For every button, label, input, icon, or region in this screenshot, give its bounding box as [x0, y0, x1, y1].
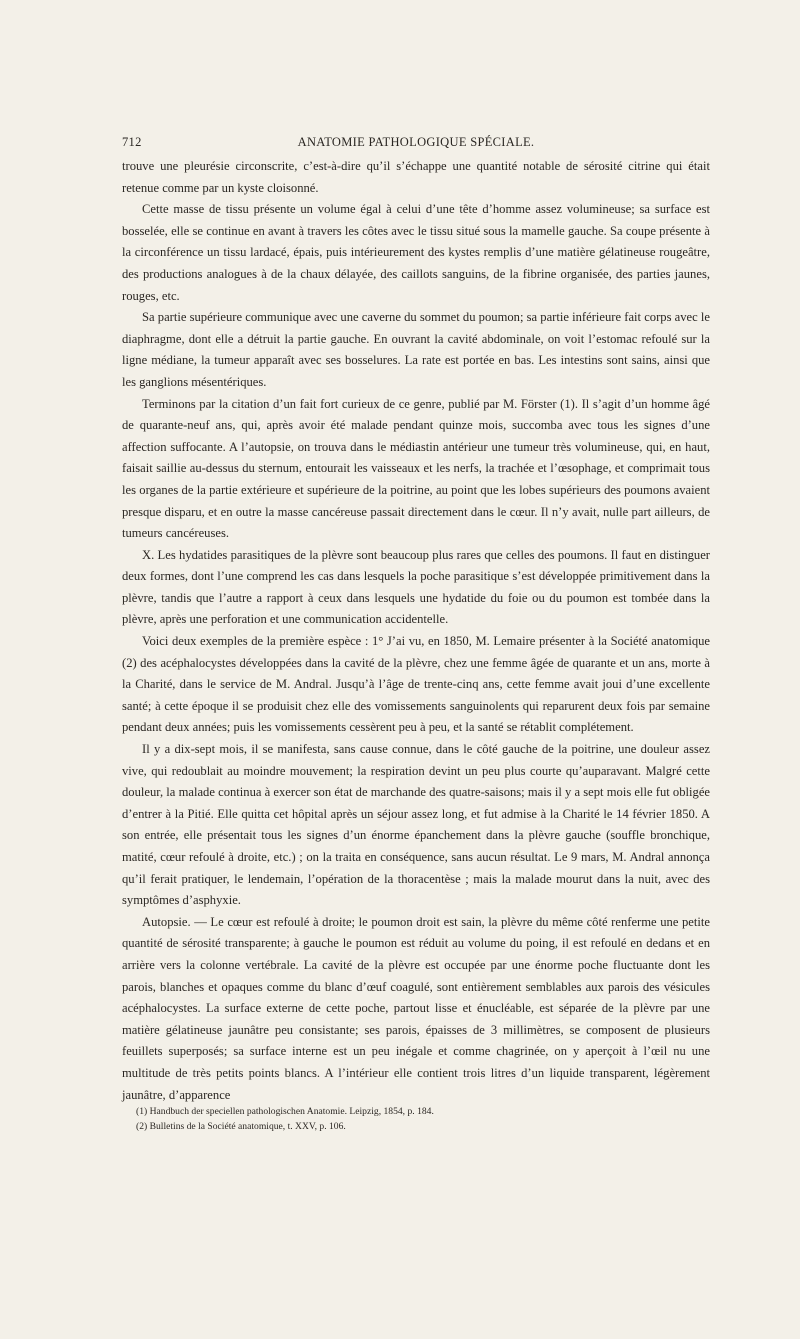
paragraph: Voici deux exemples de la première espèce : 1° J’ai vu, en 1850, M. Lemaire présenter à la Société anatomique (2) des acéphalocystes développées dans la cavité de la plèvre, chez une femme âgée de quarante et un ans, morte à la Charité, dans le service de M. Andral. Jusqu’à l’âge de trente-cinq ans, cette femme avait joui d’une excellente santé; à cette époque il se produisit chez elle des vomissements sanguinolents qui reparurent deux fois par semaine pendant deux années; puis les vomissements cessèrent peu à peu, et la santé se rétablit complétement. — [122, 634, 710, 735]
footnote: (2) Bulletins de la Société anatomique, t. XXV, p. 106. — [136, 1121, 346, 1132]
paragraph: Cette masse de tissu présente un volume égal à celui d’une tête d’homme assez volumineuse; sa surface est bosselée, elle se continue en avant à travers les côtes avec le tissu situé sous la mamelle gauche. Sa coupe présente à la circonférence un tissu lardacé, épais, puis intérieurement des kystes remplis d’une matière gélatineuse rougeâtre, des productions analogues à de la chaux délayée, des caillots sanguins, de la fibrine organisée, des parties jaunes, rouges, etc. — [122, 202, 710, 303]
paragraph: Autopsie. — Le cœur est refoulé à droite; le poumon droit est sain, la plèvre du même côté renferme une petite quantité de sérosité transparente; à gauche le poumon est réduit au volume du poing, il est refoulé en dedans et en arrière vers la colonne vertébrale. La cavité de la plèvre est occupée par une énorme poche fluctuante dont les parois, blanches et opaques comme du blanc d’œuf coagulé, sont entièrement semblables aux parois des vésicules acéphalocystes. La surface externe de cette poche, partout lisse et énucléable, est séparée de la plèvre par une matière gélatineuse jaunâtre peu consistante; ses parois, épaisses de 3 millimètres, se composent de plusieurs feuillets superposés; sa surface interne est un peu inégale et comme chagrinée, on y aperçoit à l’œil nu une multitude de très petits points blancs. A l’intérieur elle contient trois litres d’un liquide transparent, légèrement jaunâtre, d’apparence — [122, 914, 710, 1102]
footnote: (1) Handbuch der speciellen pathologischen Anatomie. Leipzig, 1854, p. 184. — [136, 1106, 434, 1117]
paragraph: X. Les hydatides parasitiques de la plèvre sont beaucoup plus rares que celles des poumons. Il faut en distinguer deux formes, dont l’une comprend les cas dans lesquels la poche parasitique s’est développée primitivement dans la plèvre, tandis que l’autre a rapport à ceux dans lesquels une hydatide du foie ou du poumon est tombée dans la plèvre, après une perforation et une communication accidentelle. — [122, 547, 710, 627]
footnotes — [122, 1104, 710, 1134]
body-text — [122, 156, 710, 1106]
running-title: ANATOMIE PATHOLOGIQUE SPÉCIALE. — [297, 135, 535, 149]
paragraph: trouve une pleurésie circonscrite, c’est-à-dire qu’il s’échappe une quantité notable de sérosité citrine qui était retenue comme par un kyste cloisonné. — [122, 159, 710, 195]
page-header — [122, 135, 710, 155]
paragraph: Sa partie supérieure communique avec une caverne du sommet du poumon; sa partie inférieure fait corps avec le diaphragme, dont elle a détruit la partie gauche. En ouvrant la cavité abdominale, on voit l’estomac refoulé sur la ligne médiane, la tumeur apparaît avec ses bosselures. La rate est portée en bas. Les intestins sont sains, ainsi que les ganglions mésentériques. — [122, 310, 710, 389]
paragraph: Il y a dix-sept mois, il se manifesta, sans cause connue, dans le côté gauche de la poitrine, une douleur assez vive, qui redoublait au moindre mouvement; la respiration devint un peu plus courte qu’auparavant. Malgré cette douleur, la malade continua à exercer son état de marchande des quatre-saisons; mais il y a sept mois elle fut obligée d’entrer à la Pitié. Elle quitta cet hôpital après un séjour assez long, et fut admise à la Charité le 14 février 1850. A son entrée, elle présentait tous les signes d’un énorme épanchement dans la plèvre gauche (souffle bronchique, matité, cœur refoulé à droite, etc.) ; on la traita en conséquence, sans aucun résultat. Le 9 mars, M. Andral annonça qu’il ferait pratiquer, le lendemain, l’opération de la thoracentèse ; mais la malade mourut dans la nuit, avec des symptômes d’asphyxie. — [122, 742, 710, 908]
page-number: 712 — [122, 135, 142, 149]
paragraph: Terminons par la citation d’un fait fort curieux de ce genre, publié par M. Förster (1). Il s’agit d’un homme âgé de quarante-neuf ans, qui, après avoir été malade pendant quinze mois, succomba avec tous les signes d’une affection suffocante. A l’autopsie, on trouva dans le médiastin antérieur une tumeur très volumineuse, qui, en haut, faisait saillie au-dessus du sternum, entourait les vaisseaux et les nerfs, la trachée et l’œsophage, et comprimait tous les organes de la partie extérieure et supérieure de la poitrine, au point que les lobes supérieurs des poumons avaient presque disparu, et en outre la masse cancéreuse passait directement dans le cœur. Il n’y avait, nulle part ailleurs, de tumeurs cancéreuses. — [122, 396, 710, 541]
